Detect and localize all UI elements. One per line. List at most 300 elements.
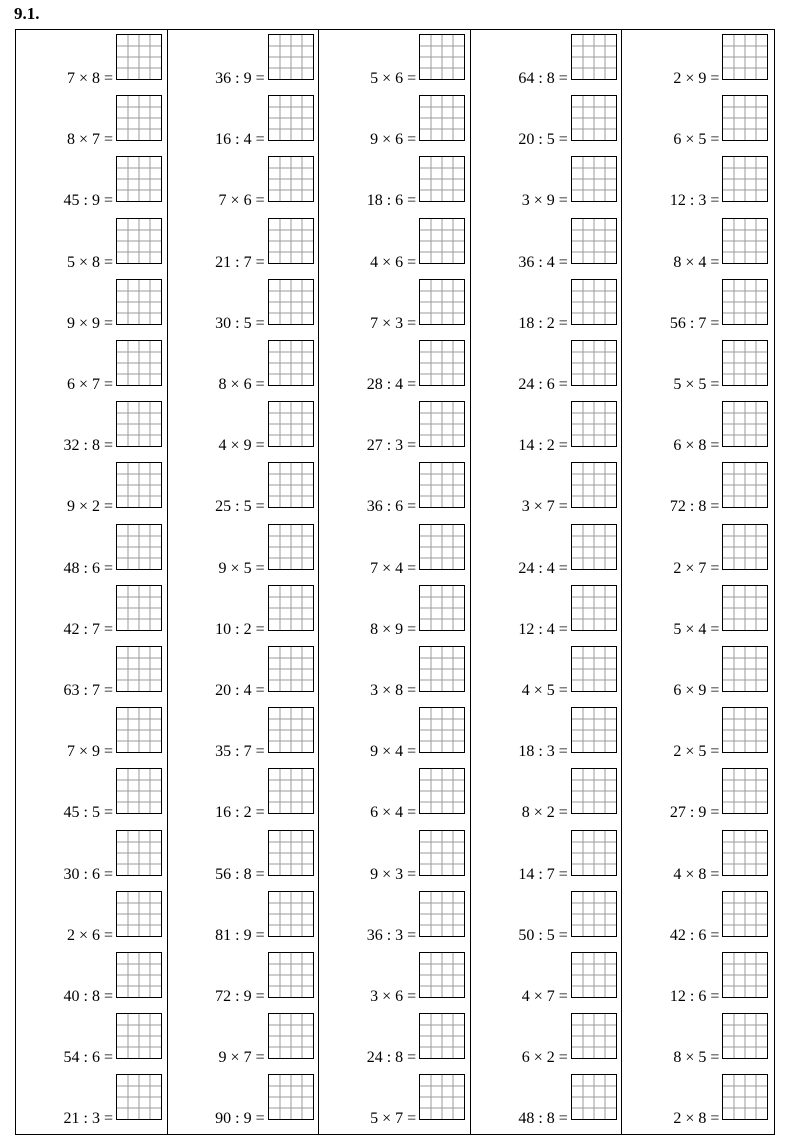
answer-grid (723, 586, 767, 630)
exercise-row (168, 887, 320, 948)
exercise-heading: 9.1. (14, 4, 40, 23)
exercise-expression: 18 : 3 = (518, 743, 568, 761)
answer-grid (420, 769, 464, 813)
answer-grid (723, 708, 767, 752)
answer-box[interactable] (116, 340, 162, 386)
exercise-row (622, 397, 774, 458)
exercise-row (16, 336, 168, 397)
answer-grid (572, 219, 616, 263)
exercise-row (471, 397, 623, 458)
answer-grid (420, 708, 464, 752)
exercise-row (319, 581, 471, 642)
answer-box[interactable] (571, 830, 617, 876)
exercise-expression: 8 × 7 = (66, 131, 113, 149)
exercise-row (16, 948, 168, 1009)
answer-box[interactable] (116, 218, 162, 264)
exercise-row (622, 275, 774, 336)
answer-box[interactable] (116, 279, 162, 325)
answer-box[interactable] (571, 401, 617, 447)
answer-box[interactable] (419, 156, 465, 202)
exercise-column-3 (319, 30, 471, 1134)
exercise-column-2 (168, 30, 320, 1134)
answer-box[interactable] (419, 401, 465, 447)
answer-grid (269, 219, 313, 263)
exercise-expression: 21 : 3 = (63, 1110, 113, 1128)
answer-box[interactable] (268, 524, 314, 570)
exercise-row (319, 336, 471, 397)
answer-grid (572, 892, 616, 936)
answer-grid (723, 402, 767, 446)
exercise-row (168, 458, 320, 519)
exercise-expression: 16 : 4 = (215, 131, 265, 149)
exercise-row (168, 1070, 320, 1131)
answer-box[interactable] (722, 646, 768, 692)
exercise-expression: 8 × 4 = (673, 253, 720, 271)
answer-box[interactable] (722, 34, 768, 80)
answer-grid (420, 35, 464, 79)
exercise-expression: 30 : 6 = (63, 865, 113, 883)
answer-grid (420, 831, 464, 875)
answer-box[interactable] (268, 156, 314, 202)
exercise-expression: 42 : 7 = (63, 620, 113, 638)
exercise-row (471, 336, 623, 397)
answer-grid (723, 647, 767, 691)
answer-box[interactable] (419, 95, 465, 141)
exercise-expression: 6 × 7 = (66, 376, 113, 393)
exercise-row (622, 948, 774, 1009)
exercise-row (168, 520, 320, 581)
exercise-expression: 81 : 9 = (215, 926, 265, 944)
answer-grid (117, 1014, 161, 1058)
exercise-expression: 7 × 3 = (370, 314, 417, 332)
exercise-expression: 27 : 9 = (669, 804, 720, 822)
exercise-expression: 14 : 2 = (518, 437, 568, 455)
exercise-row (471, 275, 623, 336)
answer-box[interactable] (571, 34, 617, 80)
answer-box[interactable] (722, 1013, 768, 1059)
exercise-row (319, 152, 471, 213)
answer-box[interactable] (722, 95, 768, 141)
exercise-row (319, 214, 471, 275)
exercise-row (168, 642, 320, 703)
answer-box[interactable] (268, 401, 314, 447)
answer-box[interactable] (116, 95, 162, 141)
answer-grid (723, 463, 767, 507)
answer-box[interactable] (116, 768, 162, 814)
exercise-expression: 8 × 6 = (218, 376, 265, 393)
answer-box[interactable] (419, 1013, 465, 1059)
exercise-expression: 24 : 8 = (366, 1049, 417, 1067)
exercise-column-5 (622, 30, 774, 1134)
answer-box[interactable] (419, 279, 465, 325)
exercise-expression: 8 × 9 = (370, 620, 417, 638)
exercise-row (319, 826, 471, 887)
exercise-expression: 20 : 4 = (215, 682, 265, 699)
answer-box[interactable] (116, 1074, 162, 1120)
answer-box[interactable] (116, 830, 162, 876)
answer-box[interactable] (722, 401, 768, 447)
exercise-expression: 4 × 7 = (521, 988, 568, 1005)
exercise-expression: 24 : 6 = (518, 376, 568, 393)
answer-grid (572, 96, 616, 140)
answer-box[interactable] (722, 279, 768, 325)
answer-box[interactable] (419, 218, 465, 264)
exercise-expression: 20 : 5 = (518, 131, 568, 149)
answer-grid (117, 280, 161, 324)
answer-box[interactable] (419, 1074, 465, 1120)
answer-grid (723, 769, 767, 813)
exercise-row (16, 275, 168, 336)
exercise-expression: 3 × 9 = (521, 192, 568, 210)
exercise-row (471, 30, 623, 91)
answer-grid (572, 463, 616, 507)
exercise-row (16, 397, 168, 458)
exercise-row (16, 91, 168, 152)
exercise-expression: 21 : 7 = (215, 253, 265, 271)
exercise-row (319, 1070, 471, 1131)
exercise-row (16, 887, 168, 948)
answer-grid (269, 341, 313, 385)
exercise-row (16, 214, 168, 275)
exercise-row (168, 948, 320, 1009)
answer-grid (269, 831, 313, 875)
exercise-expression: 36 : 6 = (366, 498, 417, 516)
answer-box[interactable] (722, 1074, 768, 1120)
exercise-expression: 56 : 7 = (669, 314, 720, 332)
exercise-row (471, 1009, 623, 1070)
answer-box[interactable] (571, 279, 617, 325)
answer-grid (723, 525, 767, 569)
answer-box[interactable] (419, 768, 465, 814)
answer-box[interactable] (571, 1013, 617, 1059)
exercise-expression: 27 : 3 = (366, 437, 417, 455)
exercise-expression: 8 × 2 = (521, 804, 568, 822)
answer-box[interactable] (571, 585, 617, 631)
answer-grid (723, 1014, 767, 1058)
answer-grid (117, 463, 161, 507)
exercise-row (471, 764, 623, 825)
answer-box[interactable] (268, 952, 314, 998)
answer-box[interactable] (722, 340, 768, 386)
exercise-expression: 64 : 8 = (518, 70, 568, 87)
exercise-expression: 5 × 7 = (370, 1110, 417, 1128)
answer-box[interactable] (116, 952, 162, 998)
answer-grid (572, 586, 616, 630)
exercise-row (319, 703, 471, 764)
answer-grid (269, 953, 313, 997)
exercise-expression: 18 : 6 = (366, 192, 417, 210)
answer-box[interactable] (571, 524, 617, 570)
answer-box[interactable] (116, 524, 162, 570)
answer-box[interactable] (419, 952, 465, 998)
answer-box[interactable] (571, 156, 617, 202)
answer-grid (723, 280, 767, 324)
exercise-row (168, 152, 320, 213)
answer-grid (269, 96, 313, 140)
exercise-expression: 36 : 4 = (518, 253, 568, 271)
answer-grid (269, 1014, 313, 1058)
exercise-row (16, 1070, 168, 1131)
answer-box[interactable] (419, 707, 465, 753)
exercise-column-1 (16, 30, 168, 1134)
answer-box[interactable] (116, 34, 162, 80)
exercise-expression: 9 × 2 = (66, 498, 113, 516)
answer-grid (420, 1014, 464, 1058)
answer-grid (269, 586, 313, 630)
exercise-row (16, 826, 168, 887)
exercise-row (16, 642, 168, 703)
exercise-expression: 24 : 4 = (518, 559, 568, 577)
exercise-row (471, 703, 623, 764)
exercise-expression: 25 : 5 = (215, 498, 265, 516)
answer-grid (420, 647, 464, 691)
exercise-row (168, 91, 320, 152)
exercise-row (16, 703, 168, 764)
exercise-row (622, 458, 774, 519)
answer-box[interactable] (268, 768, 314, 814)
answer-box[interactable] (419, 34, 465, 80)
exercise-expression: 3 × 7 = (521, 498, 568, 516)
answer-box[interactable] (116, 156, 162, 202)
answer-grid (117, 892, 161, 936)
exercise-expression: 9 × 7 = (218, 1049, 265, 1067)
answer-box[interactable] (571, 462, 617, 508)
answer-grid (572, 157, 616, 201)
exercise-expression: 12 : 3 = (669, 192, 720, 210)
exercise-row (622, 764, 774, 825)
answer-box[interactable] (419, 340, 465, 386)
exercise-expression: 30 : 5 = (215, 314, 265, 332)
answer-grid (420, 280, 464, 324)
answer-box[interactable] (722, 830, 768, 876)
answer-grid (572, 647, 616, 691)
exercise-row (168, 703, 320, 764)
answer-grid (117, 525, 161, 569)
answer-box[interactable] (571, 340, 617, 386)
exercise-expression: 3 × 8 = (370, 682, 417, 699)
exercise-expression: 7 × 9 = (66, 743, 113, 761)
answer-box[interactable] (116, 1013, 162, 1059)
answer-box[interactable] (268, 218, 314, 264)
exercise-row (319, 1009, 471, 1070)
answer-box[interactable] (571, 1074, 617, 1120)
answer-box[interactable] (722, 462, 768, 508)
answer-grid (117, 1075, 161, 1119)
answer-box[interactable] (722, 585, 768, 631)
exercise-row (319, 887, 471, 948)
exercise-row (622, 30, 774, 91)
exercise-row (471, 214, 623, 275)
exercise-expression: 72 : 8 = (669, 498, 720, 516)
answer-box[interactable] (116, 401, 162, 447)
answer-box[interactable] (571, 218, 617, 264)
exercise-expression: 5 × 8 = (66, 253, 113, 271)
answer-grid (269, 892, 313, 936)
answer-grid (572, 708, 616, 752)
answer-box[interactable] (268, 1074, 314, 1120)
answer-box[interactable] (571, 768, 617, 814)
answer-grid (117, 586, 161, 630)
exercise-row (168, 397, 320, 458)
exercise-expression: 12 : 6 = (669, 988, 720, 1005)
exercise-expression: 48 : 6 = (63, 559, 113, 577)
answer-grid (269, 280, 313, 324)
answer-box[interactable] (268, 34, 314, 80)
answer-box[interactable] (722, 218, 768, 264)
exercise-row (471, 1070, 623, 1131)
exercise-expression: 32 : 8 = (63, 437, 113, 455)
answer-box[interactable] (268, 95, 314, 141)
exercise-row (319, 764, 471, 825)
answer-box[interactable] (116, 585, 162, 631)
answer-box[interactable] (419, 524, 465, 570)
answer-grid (420, 341, 464, 385)
exercise-expression: 4 × 8 = (673, 865, 720, 883)
exercise-row (471, 826, 623, 887)
answer-box[interactable] (268, 891, 314, 937)
exercise-expression: 2 × 9 = (673, 70, 720, 87)
answer-grid (572, 525, 616, 569)
exercise-expression: 6 × 4 = (370, 804, 417, 822)
answer-box[interactable] (571, 891, 617, 937)
exercise-expression: 50 : 5 = (518, 926, 568, 944)
answer-box[interactable] (268, 646, 314, 692)
answer-grid (420, 96, 464, 140)
answer-grid (420, 525, 464, 569)
exercise-expression: 9 × 3 = (370, 865, 417, 883)
answer-box[interactable] (116, 646, 162, 692)
exercise-row (168, 581, 320, 642)
exercise-expression: 3 × 6 = (370, 988, 417, 1005)
answer-box[interactable] (268, 585, 314, 631)
answer-grid (269, 35, 313, 79)
exercise-row (471, 152, 623, 213)
answer-grid (117, 35, 161, 79)
answer-box[interactable] (268, 830, 314, 876)
answer-grid (572, 402, 616, 446)
answer-box[interactable] (268, 707, 314, 753)
exercise-row (16, 520, 168, 581)
answer-grid (117, 769, 161, 813)
answer-grid (117, 96, 161, 140)
answer-grid (117, 953, 161, 997)
answer-box[interactable] (268, 1013, 314, 1059)
exercise-row (622, 214, 774, 275)
exercise-row (622, 336, 774, 397)
exercise-row (319, 91, 471, 152)
exercise-expression: 2 × 5 = (673, 743, 720, 761)
exercise-expression: 14 : 7 = (518, 865, 568, 883)
answer-box[interactable] (722, 524, 768, 570)
answer-box[interactable] (722, 707, 768, 753)
answer-grid (420, 892, 464, 936)
answer-grid (117, 831, 161, 875)
exercise-expression: 7 × 8 = (66, 70, 113, 87)
answer-box[interactable] (268, 279, 314, 325)
exercise-expression: 18 : 2 = (518, 314, 568, 332)
answer-box[interactable] (571, 95, 617, 141)
exercise-row (622, 642, 774, 703)
exercise-expression: 5 × 6 = (370, 70, 417, 87)
answer-box[interactable] (116, 707, 162, 753)
answer-box[interactable] (722, 952, 768, 998)
answer-box[interactable] (116, 891, 162, 937)
answer-box[interactable] (419, 830, 465, 876)
exercise-expression: 2 × 8 = (673, 1110, 720, 1128)
answer-box[interactable] (419, 585, 465, 631)
answer-box[interactable] (419, 646, 465, 692)
answer-box[interactable] (116, 462, 162, 508)
answer-grid (269, 769, 313, 813)
exercise-expression: 56 : 8 = (215, 865, 265, 883)
exercise-expression: 48 : 8 = (518, 1110, 568, 1128)
exercise-expression: 5 × 5 = (673, 376, 720, 393)
exercise-row (471, 948, 623, 1009)
answer-grid (420, 402, 464, 446)
answer-grid (117, 157, 161, 201)
exercise-expression: 4 × 6 = (370, 253, 417, 271)
exercise-row (168, 1009, 320, 1070)
answer-box[interactable] (268, 340, 314, 386)
exercise-expression: 28 : 4 = (366, 376, 417, 393)
exercise-expression: 90 : 9 = (215, 1110, 265, 1128)
exercise-row (471, 458, 623, 519)
answer-grid (269, 402, 313, 446)
exercise-row (319, 642, 471, 703)
answer-box[interactable] (722, 768, 768, 814)
answer-box[interactable] (571, 952, 617, 998)
exercise-table (15, 29, 775, 1135)
answer-box[interactable] (268, 462, 314, 508)
exercise-row (622, 581, 774, 642)
answer-grid (269, 157, 313, 201)
answer-grid (723, 892, 767, 936)
answer-grid (723, 953, 767, 997)
answer-grid (572, 1014, 616, 1058)
answer-grid (269, 525, 313, 569)
exercise-expression: 40 : 8 = (63, 988, 113, 1005)
answer-grid (572, 831, 616, 875)
exercise-row (622, 91, 774, 152)
exercise-row (16, 30, 168, 91)
exercise-row (471, 520, 623, 581)
exercise-row (16, 581, 168, 642)
answer-box[interactable] (722, 156, 768, 202)
exercise-row (319, 397, 471, 458)
exercise-expression: 45 : 5 = (63, 804, 113, 822)
answer-box[interactable] (571, 707, 617, 753)
answer-grid (420, 953, 464, 997)
exercise-row (319, 275, 471, 336)
answer-grid (723, 35, 767, 79)
exercise-row (16, 152, 168, 213)
exercise-row (622, 826, 774, 887)
exercise-expression: 6 × 8 = (673, 437, 720, 455)
answer-box[interactable] (419, 891, 465, 937)
exercise-expression: 9 × 6 = (370, 131, 417, 149)
exercise-row (622, 520, 774, 581)
answer-grid (269, 463, 313, 507)
exercise-expression: 6 × 2 = (521, 1049, 568, 1067)
answer-box[interactable] (419, 462, 465, 508)
answer-box[interactable] (722, 891, 768, 937)
exercise-row (622, 1009, 774, 1070)
exercise-expression: 5 × 4 = (673, 620, 720, 638)
exercise-expression: 36 : 9 = (215, 70, 265, 87)
exercise-row (168, 336, 320, 397)
exercise-row (168, 214, 320, 275)
answer-box[interactable] (571, 646, 617, 692)
